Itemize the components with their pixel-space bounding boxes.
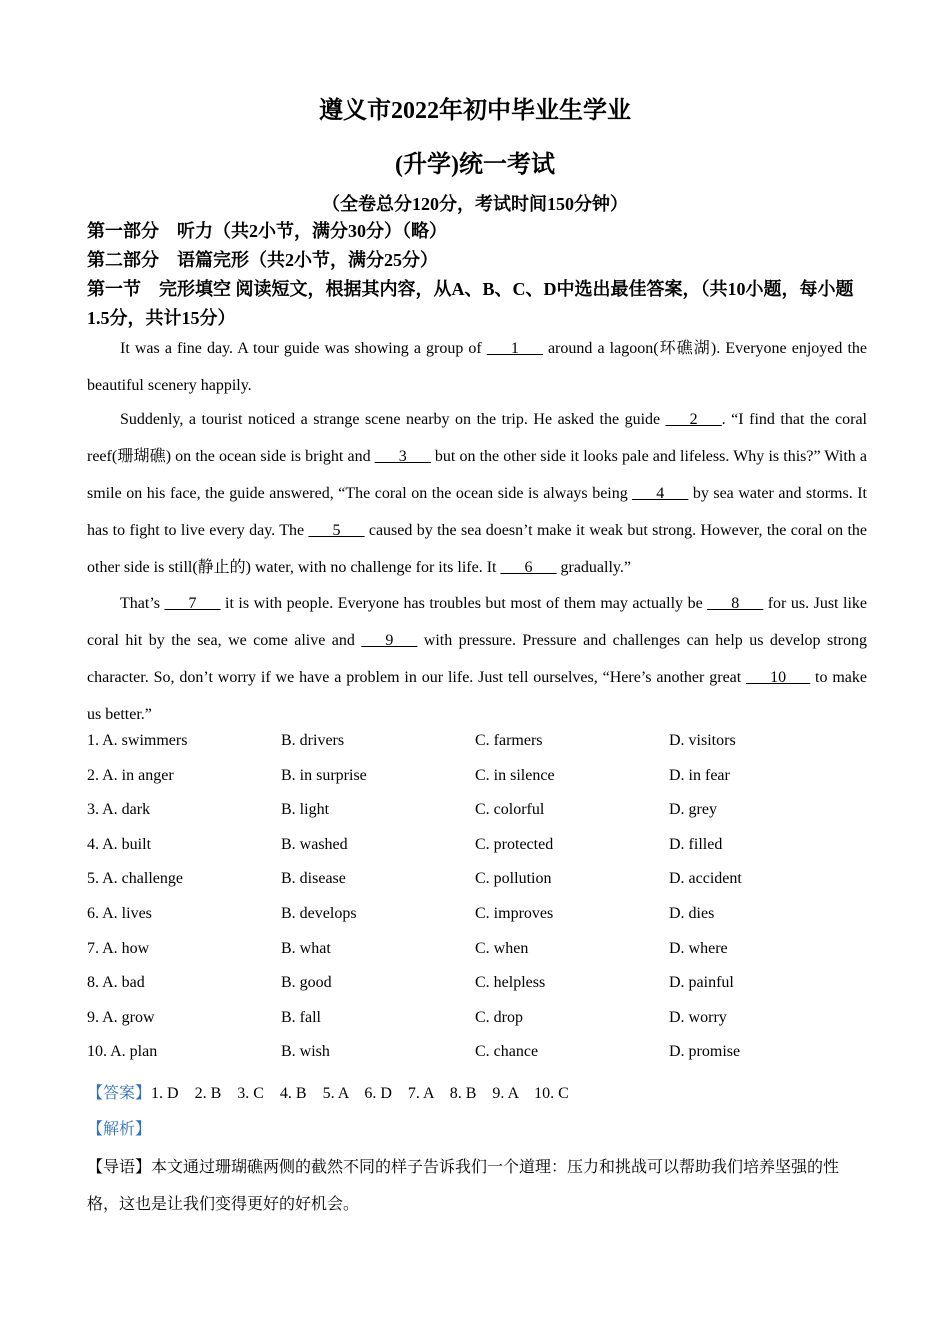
exam-title-line2: (升学)统一考试 bbox=[395, 152, 555, 178]
cloze-blank: ___6___ bbox=[500, 559, 557, 576]
option-c: C. improves bbox=[475, 904, 554, 922]
cloze-blank: ___8___ bbox=[707, 595, 764, 612]
option-d: D. visitors bbox=[669, 732, 736, 749]
cloze-blank: ___7___ bbox=[164, 595, 221, 612]
passage-text: gradually.” bbox=[556, 559, 631, 576]
option-a: 10. A. plan bbox=[87, 1043, 158, 1061]
passage-text: for us. Just like coral hit by the sea, we come alive and bbox=[87, 595, 868, 649]
option-c: C. helpless bbox=[475, 974, 546, 992]
question-row bbox=[87, 767, 867, 802]
question-row bbox=[87, 940, 867, 975]
exam-subtitle: （全卷总分120分，考试时间150分钟） bbox=[322, 194, 628, 214]
cloze-blank: ___9___ bbox=[361, 632, 418, 649]
analysis-line bbox=[87, 1116, 151, 1144]
cloze-blank: ___1___ bbox=[486, 340, 543, 357]
answer-tag: 【答案】 bbox=[87, 1085, 152, 1102]
option-d: D. dies bbox=[669, 904, 715, 922]
passage-paragraph-1 bbox=[87, 330, 867, 404]
cloze-blank: ___4___ bbox=[632, 485, 689, 502]
option-b: B. disease bbox=[281, 870, 346, 888]
passage-text: . “I find that the coral reef(珊瑚礁) on the ocean side is bright and bbox=[87, 411, 867, 465]
section-one-heading: 第一节 完形填空 阅读短文，根据其内容，从A、B、C、D中选出最佳答案，（共10小题，每小题1.5分，共计15分） bbox=[87, 279, 854, 328]
option-c: C. chance bbox=[475, 1043, 539, 1061]
option-b: B. what bbox=[281, 939, 331, 957]
option-c: C. when bbox=[475, 939, 529, 957]
guide-tag: 【导语】 bbox=[87, 1159, 152, 1176]
option-b: B. wish bbox=[281, 1043, 330, 1061]
option-b: B. in surprise bbox=[281, 766, 367, 784]
option-a: 1. A. swimmers bbox=[87, 732, 188, 749]
option-c: C. in silence bbox=[475, 766, 555, 784]
passage-text: That’s bbox=[120, 595, 165, 612]
guide-paragraph bbox=[87, 1149, 867, 1223]
option-b: B. light bbox=[281, 801, 330, 819]
passage-text: to make us better.” bbox=[87, 669, 868, 723]
option-a: 5. A. challenge bbox=[87, 870, 183, 888]
option-a: 7. A. how bbox=[87, 939, 150, 957]
option-a: 3. A. dark bbox=[87, 801, 151, 819]
passage-text: but on the other side it looks pale and lifeless. Why is this?” With a smile on his face, the guide answered, “The coral on the ocean side is always being bbox=[87, 448, 867, 502]
passage-text: around a lagoon(环礁湖). Everyone enjoyed the beautiful scenery happily. bbox=[87, 340, 867, 394]
question-row bbox=[87, 732, 867, 767]
option-c: C. pollution bbox=[475, 870, 552, 888]
guide-text: 本文通过珊瑚礁两侧的截然不同的样子告诉我们一个道理：压力和挑战可以帮助我们培养坚强的性格，这也是让我们变得更好的好机会。 bbox=[87, 1159, 840, 1213]
option-d: D. promise bbox=[669, 1043, 741, 1061]
option-b: B. good bbox=[281, 974, 332, 992]
cloze-blank: ___10___ bbox=[746, 669, 811, 686]
answer-text: 1. D 2. B 3. C 4. B 5. A 6. D 7. A 8. B 9. A 10. C bbox=[151, 1085, 569, 1102]
analysis-tag: 【解析】 bbox=[87, 1121, 152, 1138]
option-a: 8. A. bad bbox=[87, 974, 145, 992]
option-b: B. drivers bbox=[281, 732, 345, 749]
passage-text: with pressure. Pressure and challenges can help us develop strong character. So, don’t worry if we have a problem in our life. Just tell ourselves, “Here’s another great bbox=[87, 632, 868, 686]
question-row bbox=[87, 974, 867, 1009]
question-row bbox=[87, 1009, 867, 1044]
option-d: D. painful bbox=[669, 974, 734, 992]
question-row bbox=[87, 905, 867, 940]
option-c: C. protected bbox=[475, 835, 554, 853]
answer-line bbox=[87, 1080, 569, 1108]
cloze-blank: ___2___ bbox=[665, 411, 722, 428]
part-one-heading: 第一部分 听力（共2小节，满分30分）（略） bbox=[87, 221, 447, 241]
option-d: D. filled bbox=[669, 835, 723, 853]
option-d: D. accident bbox=[669, 870, 742, 888]
passage-text: It was a fine day. A tour guide was showing a group of bbox=[120, 340, 487, 357]
passage-paragraph-3 bbox=[87, 585, 867, 733]
option-c: C. farmers bbox=[475, 732, 543, 749]
passage-text: it is with people. Everyone has troubles but most of them may actually be bbox=[220, 595, 708, 612]
question-row bbox=[87, 870, 867, 905]
question-row bbox=[87, 836, 867, 871]
option-a: 2. A. in anger bbox=[87, 766, 174, 784]
option-a: 6. A. lives bbox=[87, 904, 152, 922]
option-a: 9. A. grow bbox=[87, 1008, 155, 1026]
option-b: B. develops bbox=[281, 904, 357, 922]
passage-text: by sea water and storms. It has to fight to live every day. The bbox=[87, 485, 868, 539]
passage-paragraph-2 bbox=[87, 401, 867, 586]
options-list bbox=[87, 732, 867, 1078]
option-d: D. grey bbox=[669, 801, 717, 819]
option-d: D. in fear bbox=[669, 766, 730, 784]
option-a: 4. A. built bbox=[87, 835, 152, 853]
passage-text: Suddenly, a tourist noticed a strange scene nearby on the trip. He asked the guide bbox=[120, 411, 666, 428]
option-d: D. where bbox=[669, 939, 728, 957]
cloze-blank: ___3___ bbox=[374, 448, 431, 465]
question-row bbox=[87, 1043, 867, 1078]
option-d: D. worry bbox=[669, 1008, 727, 1026]
passage-text: caused by the sea doesn’t make it weak but strong. However, the coral on the other side is still(静止的) water, with no challenge for its life. It bbox=[87, 522, 867, 576]
option-c: C. colorful bbox=[475, 801, 545, 819]
exam-title-line1: 遵义市2022年初中毕业生学业 bbox=[319, 98, 631, 124]
option-b: B. washed bbox=[281, 835, 348, 853]
cloze-blank: ___5___ bbox=[308, 522, 365, 539]
part-two-heading: 第二部分 语篇完形（共2小节，满分25分） bbox=[87, 250, 438, 270]
option-c: C. drop bbox=[475, 1008, 523, 1026]
question-row bbox=[87, 801, 867, 836]
option-b: B. fall bbox=[281, 1008, 321, 1026]
